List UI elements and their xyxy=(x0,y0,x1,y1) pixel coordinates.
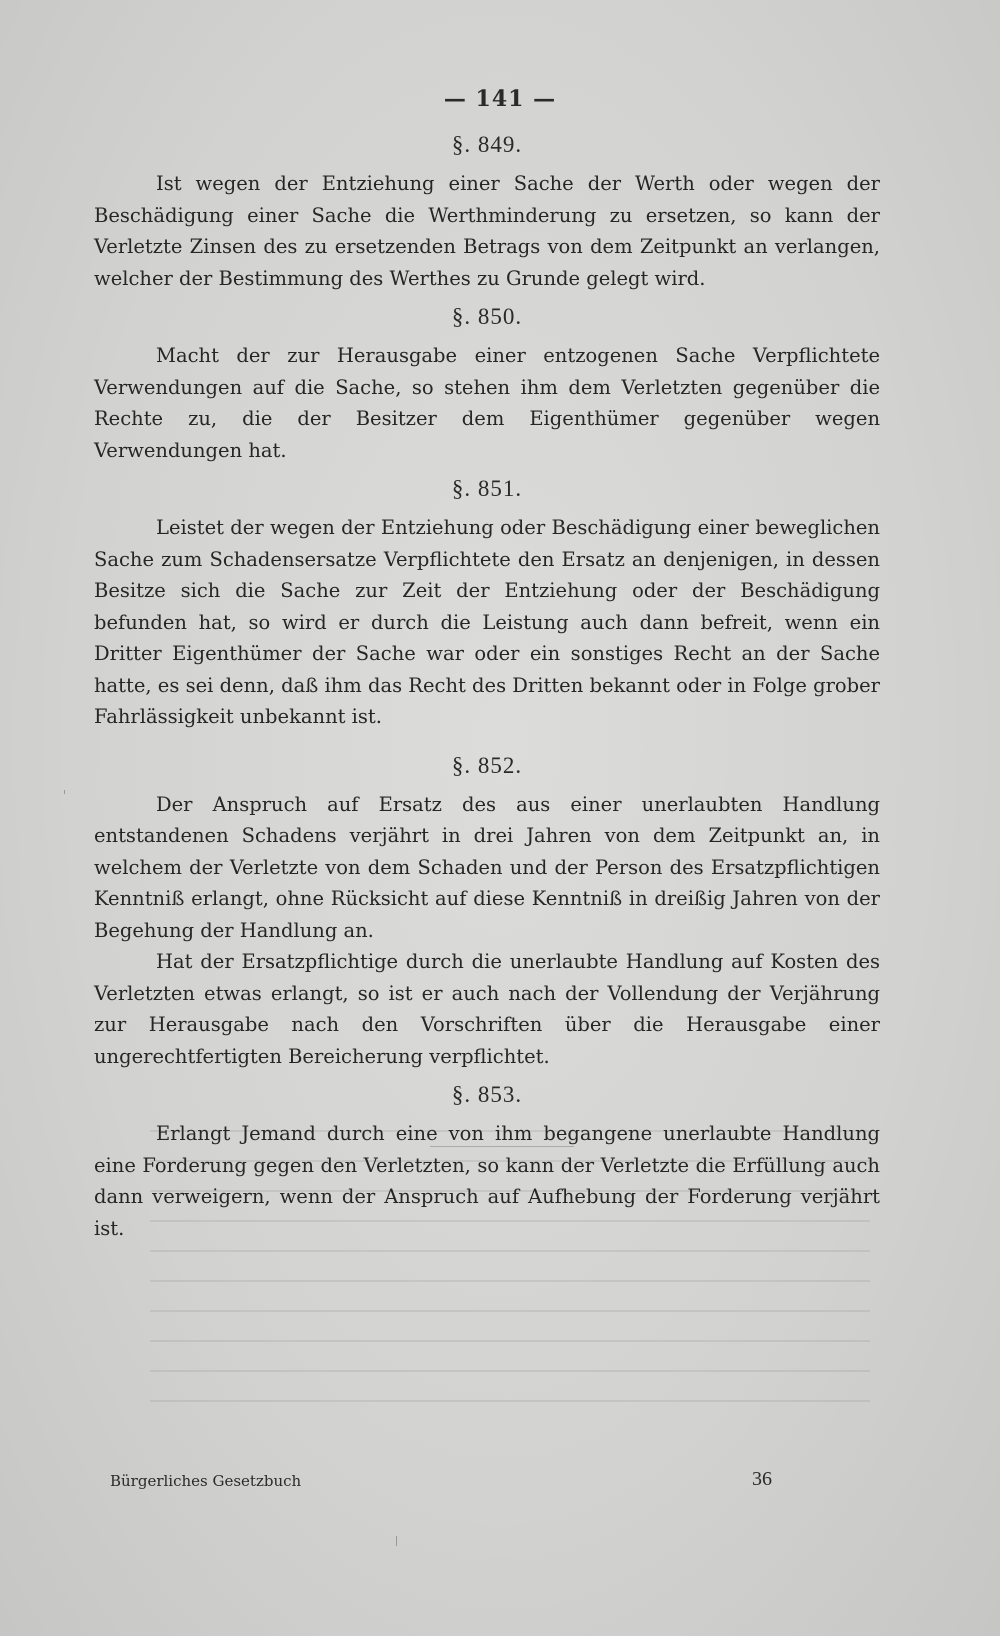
footer-book-title: Bürgerliches Gesetzbuch xyxy=(110,1472,302,1490)
section-853-heading: §. 853. xyxy=(451,1082,523,1107)
section-852-paragraph-1: Der Anspruch auf Ersatz des aus einer unerlaubten Handlung entstandenen Schadens verjährt in drei Jahren von dem Zeitpunkt an, in welchem der Verletzte von dem Schaden und der Person des Ersatzpflichtigen Kenntniß erlangt, ohne Rücksicht auf diese Kenntniß in dreißig Jahren von der Begehung der Handlung an. xyxy=(94,792,880,942)
section-849-paragraph: Ist wegen der Entziehung einer Sache der Werth oder wegen der Beschädigung einer Sache die Werthminderung zu ersetzen, so kann der Verletzte Zinsen des zu ersetzenden Betrags von dem Zeitpunkt an verlangen, welcher der Bestimmung des Werthes zu Grunde gelegt wird. xyxy=(94,172,880,290)
section-853-paragraph: Erlangt Jemand durch eine von ihm begangene unerlaubte Handlung eine Forderung gegen den Verletzten, so kann der Verletzte die Erfüllung auch dann verweigern, wenn der Anspruch auf Aufhebung der Forderung verjährt ist. xyxy=(94,1122,880,1240)
page-number: — 141 — xyxy=(443,86,557,112)
section-852-paragraph-2: Hat der Ersatzpflichtige durch die unerlaubte Handlung auf Kosten des Verletzten etwas erlangt, so ist er auch nach der Vollendung der Verjährung zur Herausgabe nach den Vorschriften über die Herausgabe einer ungerechtfertigten Bereicherung verpflichtet. xyxy=(94,950,880,1068)
paper-speck xyxy=(64,790,65,794)
section-850-heading: §. 850. xyxy=(451,304,523,329)
footer-sheet-number: 36 xyxy=(752,1468,772,1490)
section-849-heading: §. 849. xyxy=(451,132,523,157)
section-852-heading: §. 852. xyxy=(451,752,523,778)
paper-speck xyxy=(396,1536,397,1546)
section-851-paragraph: Leistet der wegen der Entziehung oder Beschädigung einer beweglichen Sache zum Schadensersatze Verpflichtete den Ersatz an denjenigen, in dessen Besitze sich die Sache zur Zeit der Entziehung oder der Beschädigung befunden hat, so wird er durch die Leistung auch dann befreit, wenn ein Dritter Eigenthümer der Sache war oder ein sonstiges Recht an der Sache hatte, es sei denn, daß ihm das Recht des Dritten bekannt oder in Folge grober Fahrlässigkeit unbekannt ist. xyxy=(94,516,880,728)
section-850-paragraph: Macht der zur Herausgabe einer entzogenen Sache Verpflichtete Verwendungen auf die Sache, so stehen ihm dem Verletzten gegenüber die Rechte zu, die der Besitzer dem Eigenthümer gegenüber wegen Verwendungen hat. xyxy=(94,344,880,462)
page-content xyxy=(94,130,880,1244)
section-851-heading: §. 851. xyxy=(451,476,523,501)
